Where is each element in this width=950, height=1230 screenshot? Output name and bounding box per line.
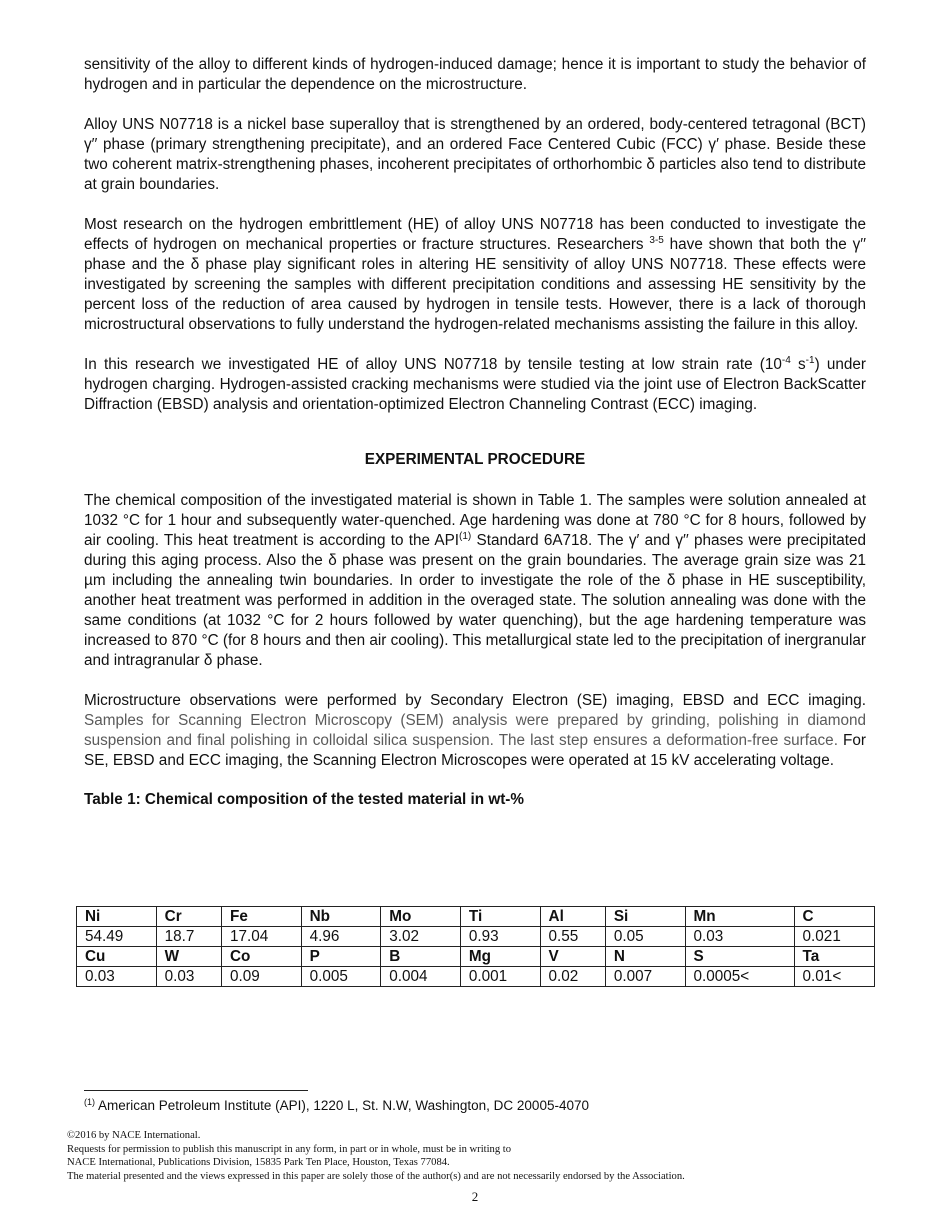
scope-text-1: In this research we investigated HE of alloy UNS N07718 by tensile testing at low strain rate (10 [84,356,782,373]
element-symbol-cell: Si [605,907,685,927]
microstructure-text-1: Microstructure observations were performed by Secondary Electron (SE) imaging, EBSD and ECC imaging. [84,692,866,709]
composition-value-cell: 0.03 [685,927,794,947]
element-symbol-cell: Al [540,907,605,927]
microstructure-text-2: For SE, EBSD and ECC imaging, the Scanning Electron Microscopes were operated at 15 kV accelerating voltage. [84,732,866,769]
prior-research-text-1: Most research on the hydrogen embrittlement (HE) of alloy UNS N07718 has been conducted to investigate the effects of hydrogen on mechanical properties or fracture structures. Researchers [84,216,866,253]
heat-treatment-text-2: Standard 6A718. The γ′ and γ′′ phases were precipitated during this aging process. Also the δ phase was present on the grain boundaries. The average grain size was 21 µm including the annealing twin boundaries. In order to investigate the role of the δ phase in HE susceptibility, another heat treatment was performed in addition in the overaged state. The solution annealing was done with the same conditions (at 1032 °C for 2 hours followed by water quenching), but the age hardening temperature was increased to 870 °C (for 8 hours and then air cooling). This metallurgical state led to the precipitation of inergranular and intragranular δ phase. [84,532,866,669]
element-symbol-cell: Cr [156,907,221,927]
sample-prep-text: Samples for Scanning Electron Microscopy (SEM) analysis were prepared by grinding, polishing in diamond suspension and final polishing in colloidal silica suspension. The last step ensures a deformation-free surface. [84,712,866,749]
table-header-row [77,947,875,967]
page-body [84,55,866,828]
element-symbol-cell: Ta [794,947,874,967]
element-symbol-cell: N [605,947,685,967]
section-heading: EXPERIMENTAL PROCEDURE [364,451,586,468]
strain-rate-exponent: -4 [781,355,791,366]
legal-line: The material presented and the views expressed in this paper are solely those of the author(s) and are not necessarily endorsed by the Association. [67,1170,685,1182]
paragraph-heat-treatment [84,491,866,671]
element-symbol-cell: C [794,907,874,927]
table-row [77,967,875,987]
legal-line: Requests for permission to publish this manuscript in any form, in part or in whole, must be in writing to [67,1143,512,1155]
composition-value-cell: 0.001 [460,967,540,987]
element-symbol-cell: Ni [77,907,157,927]
element-symbol-cell: Mn [685,907,794,927]
heat-treatment-text-1: The chemical composition of the investigated material is shown in Table 1. The samples were solution annealed at 1032 °C for 1 hour and subsequently water-quenched. Age hardening was done at 780 °C for 8 hours, followed by air cooling. This heat treatment is according to the API [84,492,866,549]
composition-value-cell: 4.96 [301,927,381,947]
citation-ref: 3-5 [649,235,664,246]
scope-text-2: s [790,356,806,373]
composition-value-cell: 3.02 [381,927,461,947]
element-symbol-cell: B [381,947,461,967]
composition-value-cell: 54.49 [77,927,157,947]
footnote [84,1097,589,1115]
composition-value-cell: 0.021 [794,927,874,947]
footnote-divider [84,1090,308,1091]
paragraph-alloy-description: Alloy UNS N07718 is a nickel base superalloy that is strengthened by an ordered, body-centered tetragonal (BCT) γ′′ phase (primary strengthening precipitate), and an ordered Face Centered Cubic (FCC) γ′ phase. Beside these two coherent matrix-strengthening phases, incoherent precipitates of orthorhombic δ particles also tend to distribute at grain boundaries. [84,116,866,193]
element-symbol-cell: Mg [460,947,540,967]
legal-line: NACE International, Publications Division, 15835 Park Ten Place, Houston, Texas 77084. [67,1157,450,1168]
unit-exponent: -1 [805,355,815,366]
composition-value-cell: 0.05 [605,927,685,947]
paragraph-microstructure [84,691,866,771]
element-symbol-cell: P [301,947,381,967]
composition-table [76,906,875,987]
composition-value-cell: 18.7 [156,927,221,947]
element-symbol-cell: Mo [381,907,461,927]
composition-value-cell: 0.03 [156,967,221,987]
table-row [77,927,875,947]
composition-value-cell: 0.03 [77,967,157,987]
composition-value-cell: 0.0005< [685,967,794,987]
element-symbol-cell: Ti [460,907,540,927]
copyright-notice [67,1129,685,1183]
scope-text-3: ) under hydrogen charging. Hydrogen-assisted cracking mechanisms were studied via the joint use of Electron BackScatter Diffraction (EBSD) analysis and orientation-optimized Electron Channeling Contrast (ECC) imaging. [84,356,866,413]
legal-line: ©2016 by NACE International. [67,1130,201,1141]
footnote-text: American Petroleum Institute (API), 1220 L, St. N.W, Washington, DC 20005-4070 [95,1098,589,1113]
element-symbol-cell: V [540,947,605,967]
composition-value-cell: 0.02 [540,967,605,987]
element-symbol-cell: Co [221,947,301,967]
table-caption: Table 1: Chemical composition of the tested material in wt-% [84,791,525,808]
composition-value-cell: 0.004 [381,967,461,987]
paragraph-research-scope [84,355,866,415]
composition-value-cell: 0.93 [460,927,540,947]
paragraph-intro-continuation: sensitivity of the alloy to different kinds of hydrogen-induced damage; hence it is important to study the behavior of hydrogen and in particular the dependence on the microstructure. [84,56,866,93]
prior-research-text-2: have shown that both the γ′′ phase and the δ phase play significant roles in altering HE sensitivity of alloy UNS N07718. These effects were investigated by screening the samples with different precipitation conditions and assessing HE sensitivity by the percent loss of the reduction of area caused by hydrogen in tensile tests. However, there is a lack of thorough microstructural observations to fully understand the hydrogen-related mechanisms assisting the failure in this alloy. [84,236,867,333]
composition-value-cell: 0.005 [301,967,381,987]
table-header-row [77,907,875,927]
paragraph-prior-research [84,215,866,335]
composition-value-cell: 17.04 [221,927,301,947]
element-symbol-cell: Fe [221,907,301,927]
footnote-mark: (1) [84,1097,95,1107]
composition-value-cell: 0.01< [794,967,874,987]
element-symbol-cell: W [156,947,221,967]
element-symbol-cell: Nb [301,907,381,927]
composition-value-cell: 0.55 [540,927,605,947]
composition-value-cell: 0.007 [605,967,685,987]
page-number: 2 [471,1189,479,1204]
footnote-ref: (1) [459,531,472,542]
element-symbol-cell: Cu [77,947,157,967]
composition-value-cell: 0.09 [221,967,301,987]
element-symbol-cell: S [685,947,794,967]
